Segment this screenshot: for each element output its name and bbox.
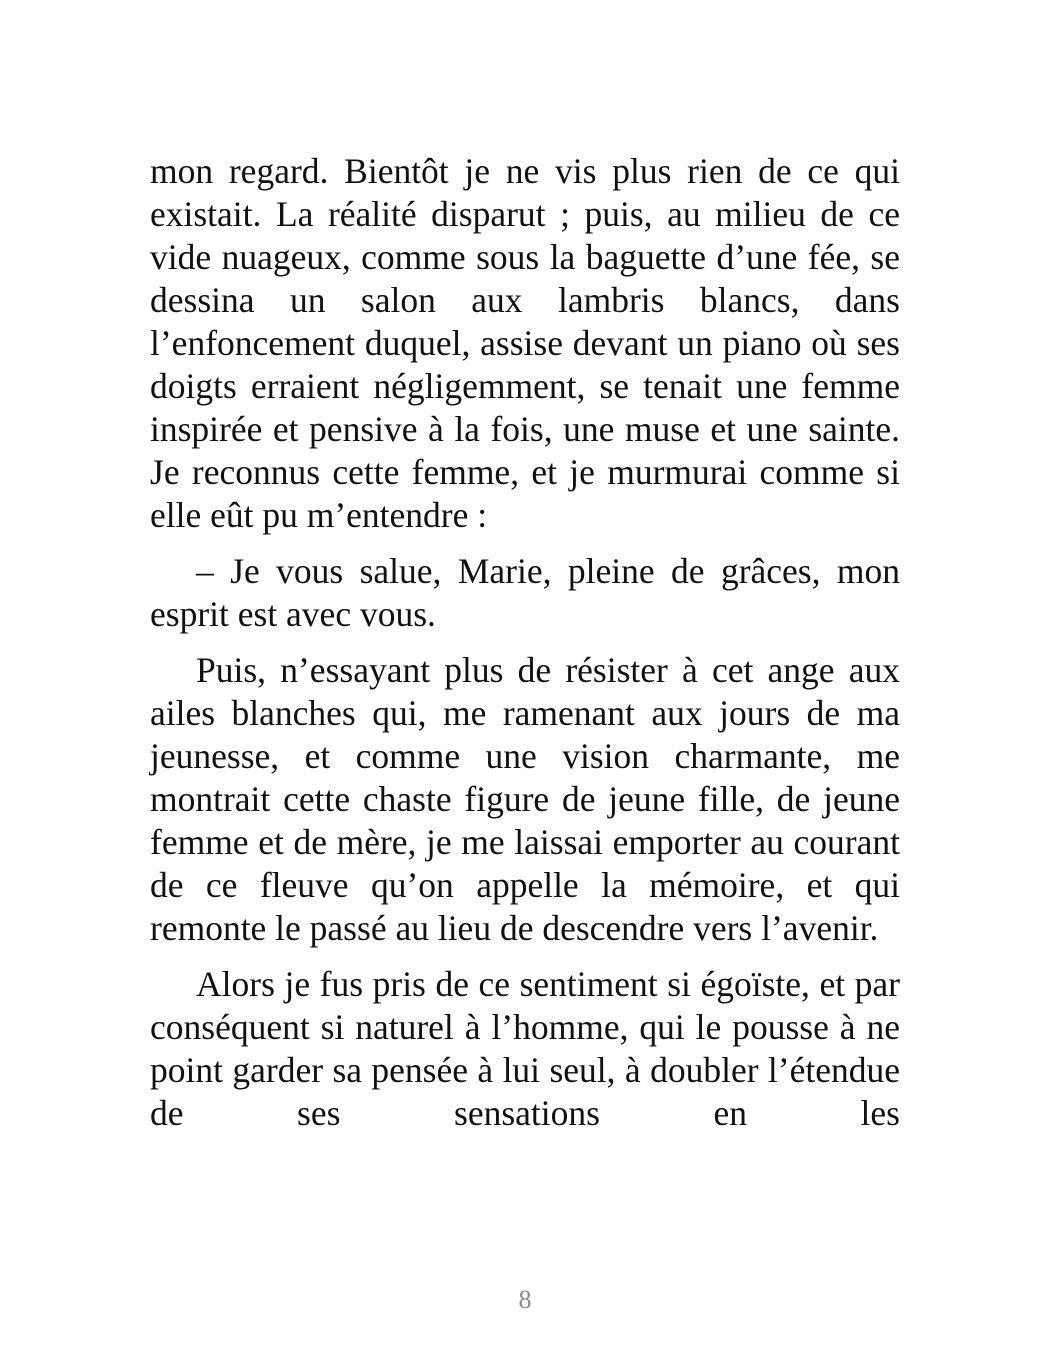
paragraph-dialogue: – Je vous salue, Marie, pleine de grâces, mon esprit est avec vous. <box>150 551 900 634</box>
paragraph-continues-next-page: Alors je fus pris de ce sentiment si égoïste, et par conséquent si naturel à l’homme, qui le pousse à ne point garder sa pensée à lui seul, à doubler l’étendue de ses sensations en les <box>150 964 900 1133</box>
page-number: 8 <box>518 1285 532 1314</box>
paragraph-continued: mon regard. Bientôt je ne vis plus rien de ce qui existait. La réalité disparut ; puis, au milieu de ce vide nuageux, comme sous la baguette d’une fée, se dessina un salon aux lambris blancs, dans l’enfoncement duquel, assise devant un piano où ses doigts erraient négligemment, se tenait une femme inspirée et pensive à la fois, une muse et une sainte. Je reconnus cette femme, et je murmurai comme si elle eût pu m’entendre : <box>150 151 900 535</box>
body-text <box>150 150 900 1148</box>
paragraph: Puis, n’essayant plus de résister à cet ange aux ailes blanches qui, me ramenant aux jours de ma jeunesse, et comme une vision charmante, me montrait cette chaste figure de jeune fille, de jeune femme et de mère, je me laissai emporter au courant de ce fleuve qu’on appelle la mémoire, et qui remonte le passé au lieu de descendre vers l’avenir. <box>150 650 900 948</box>
